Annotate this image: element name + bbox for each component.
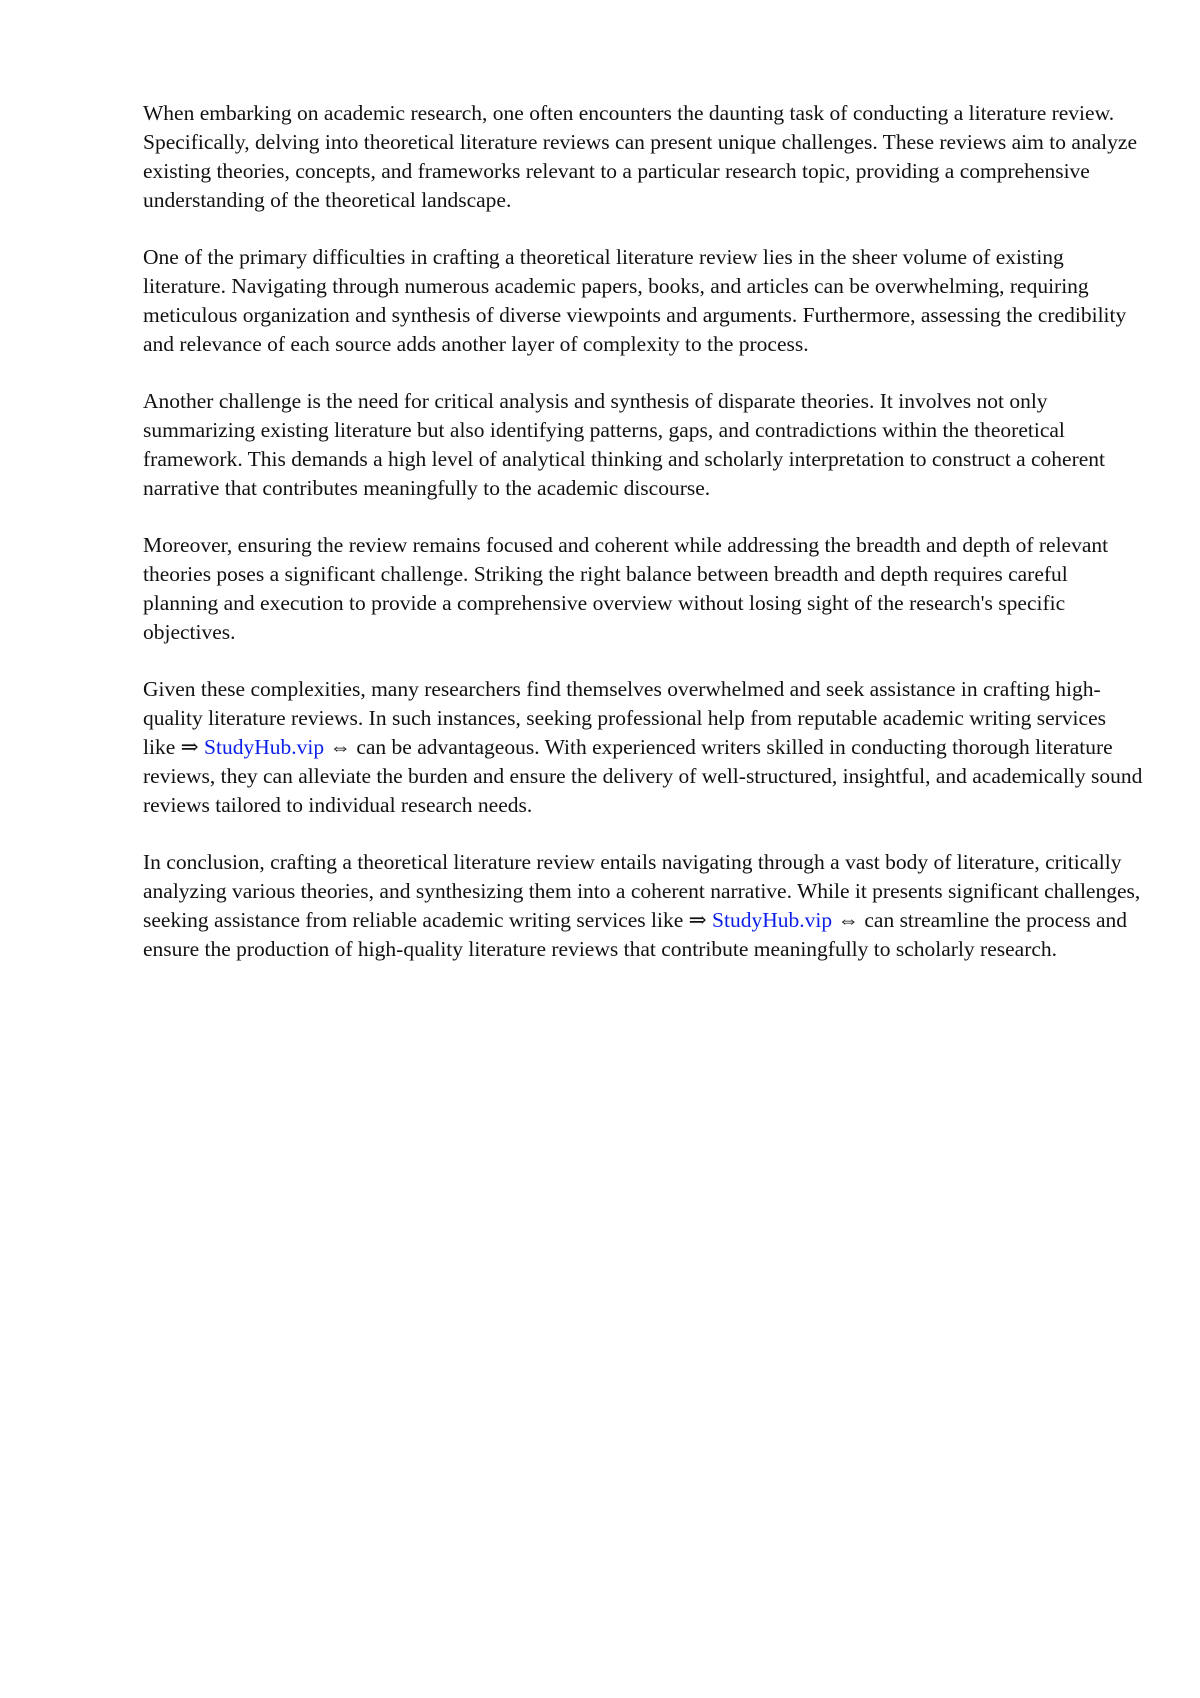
document-body bbox=[143, 99, 1143, 992]
paragraph-conclusion-text-after: ⇔ can streamline the process and ensure the production of high-quality literature reviews that contribute meaningfully to scholarly research. bbox=[143, 908, 1128, 961]
paragraph-analysis: Another challenge is the need for critical analysis and synthesis of disparate theories. It involves not only summarizing existing literature but also identifying patterns, gaps, and contradictions within the theoretical framework. This demands a high level of analytical thinking and scholarly interpretation to construct a coherent narrative that contributes meaningfully to the academic discourse. bbox=[143, 389, 1106, 500]
paragraph-intro: When embarking on academic research, one often encounters the daunting task of conducting a literature review. Specifically, delving into theoretical literature reviews can present unique challenges. These reviews aim to analyze existing theories, concepts, and frameworks relevant to a particular research topic, providing a comprehensive understanding of the theoretical landscape. bbox=[143, 101, 1137, 212]
paragraph-assistance-text-after: ⇔ can be advantageous. With experienced writers skilled in conducting thorough literature reviews, they can alleviate the burden and ensure the delivery of well-structured, insightful, and academically sound reviews tailored to individual research needs. bbox=[143, 735, 1143, 817]
paragraph-assistance bbox=[143, 675, 1143, 820]
paragraph-assistance-text-before: Given these complexities, many researchers find themselves overwhelmed and seek assistance in crafting high-quality literature reviews. In such instances, seeking professional help from reputable academic writing services like ⇒ bbox=[143, 677, 1106, 759]
paragraph-focus: Moreover, ensuring the review remains focused and coherent while addressing the breadth and depth of relevant theories poses a significant challenge. Striking the right balance between breadth and depth requires careful planning and execution to provide a comprehensive overview without losing sight of the research's specific objectives. bbox=[143, 533, 1109, 644]
paragraph-volume: One of the primary difficulties in crafting a theoretical literature review lies in the sheer volume of existing literature. Navigating through numerous academic papers, books, and articles can be overwhelming, requiring meticulous organization and synthesis of diverse viewpoints and arguments. Furthermore, assessing the credibility and relevance of each source adds another layer of complexity to the process. bbox=[143, 245, 1127, 356]
studyhub-link[interactable]: StudyHub.vip bbox=[204, 735, 325, 759]
studyhub-link[interactable]: StudyHub.vip bbox=[712, 908, 833, 932]
paragraph-conclusion bbox=[143, 848, 1143, 964]
paragraph-conclusion-text-before: In conclusion, crafting a theoretical literature review entails navigating through a vast body of literature, critically analyzing various theories, and synthesizing them into a coherent narrative. While it presents significant challenges, seeking assistance from reliable academic writing services like ⇒ bbox=[143, 850, 1141, 932]
